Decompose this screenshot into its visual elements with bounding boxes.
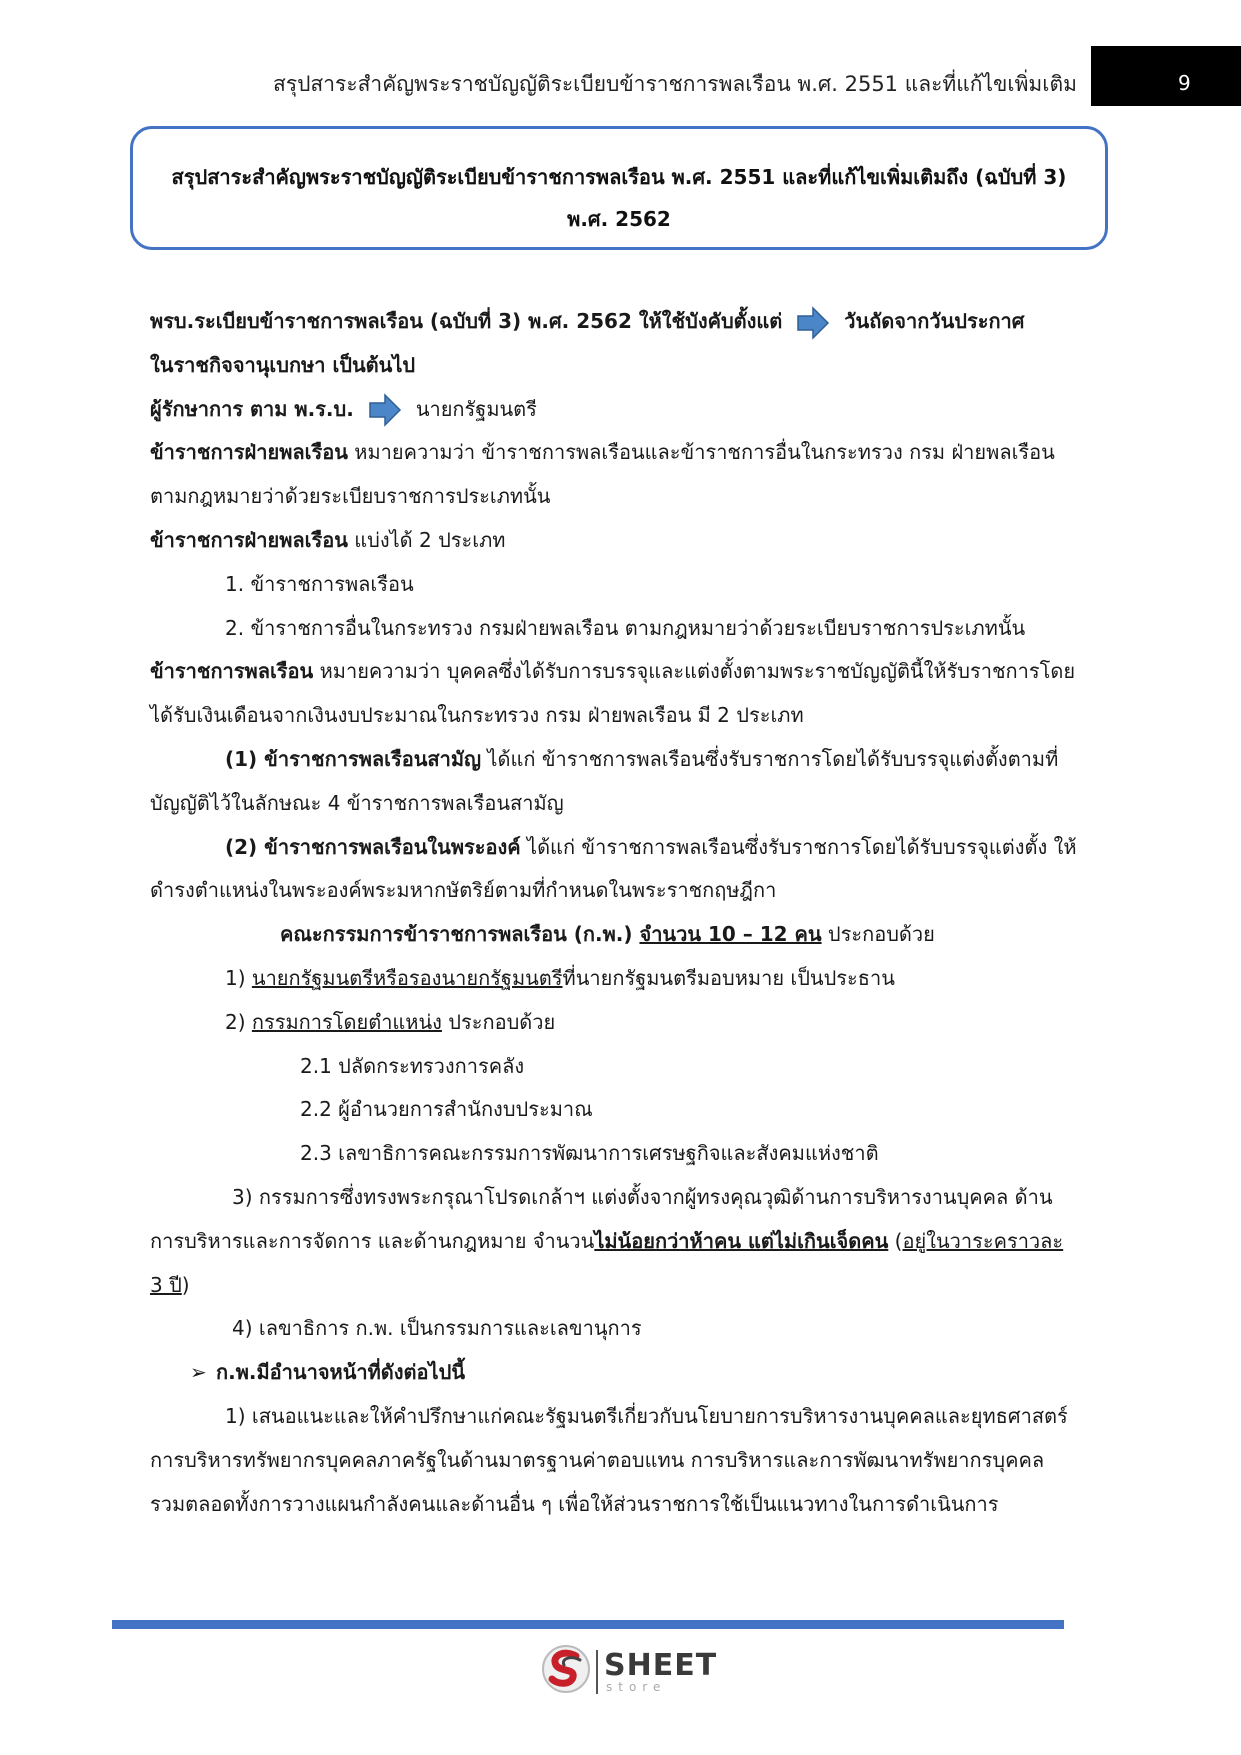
caretaker-line — [150, 388, 1090, 432]
civilian-term: ข้าราชการพลเรือน — [150, 659, 314, 684]
member-3-term-line — [150, 1264, 1090, 1308]
member-2 — [150, 1001, 1090, 1045]
title-line-2: พ.ศ. 2562 — [567, 207, 671, 231]
civil-def-term: ข้าราชการฝ่ายพลเรือน — [150, 440, 348, 465]
member-3-cont — [150, 1220, 1090, 1264]
civil-type-1: 1. ข้าราชการพลเรือน — [225, 571, 414, 596]
member-1-num: 1) — [225, 965, 252, 990]
royal-cont: ดำรงตำแหน่งในพระองค์พระมหากษัตริย์ตามที่กำหนดในพระราชกฤษฎีกา — [150, 878, 777, 903]
member-2-2: 2.2 ผู้อำนวยการสำนักงบประมาณ — [300, 1097, 593, 1122]
member-2-num: 2) — [225, 1009, 252, 1034]
document-body — [150, 300, 1090, 1526]
duty-1-b: การบริหารทรัพยากรบุคคลภาครัฐในด้านมาตรฐานค่าตอบแทน การบริหารและการพัฒนาทรัพยากรบุคคล — [150, 1447, 1045, 1472]
duty-1-c: รวมตลอดทั้งการวางแผนกำลังคนและด้านอื่น ๆ เพื่อให้ส่วนราชการใช้เป็นแนวทางในการดำเนินการ — [150, 1491, 999, 1516]
member-3-paren: ( — [888, 1228, 903, 1253]
caretaker-value: นายกรัฐมนตรี — [415, 396, 537, 421]
civil-type-2: 2. ข้าราชการอื่นในกระทรวง กรมฝ่ายพลเรือน ตามกฎหมายว่าด้วยระเบียบราชการประเภทนั้น — [225, 615, 1026, 640]
effective-cont-text: ในราชกิจจานุเบกษา เป็นต้นไป — [150, 352, 416, 377]
member-3: 3) กรรมการซึ่งทรงพระกรุณาโปรดเกล้าฯ แต่งตั้งจากผู้ทรงคุณวุฒิด้านการบริหารงานบุคคล ด้าน — [232, 1184, 1053, 1209]
member-1 — [150, 957, 1090, 1001]
civil-def-cont: ตามกฎหมายว่าด้วยระเบียบราชการประเภทนั้น — [150, 484, 551, 509]
member-3-cont-a: การบริหารและการจัดการ และด้านกฎหมาย จำนวน — [150, 1228, 595, 1253]
duties-heading-line — [150, 1351, 1090, 1395]
footer-rule — [112, 1620, 1064, 1629]
arrow-right-icon — [796, 306, 830, 340]
member-3-close: ) — [181, 1272, 190, 1297]
page-number-box — [1091, 46, 1241, 106]
member-2-1: 2.1 ปลัดกระทรวงการคลัง — [300, 1053, 525, 1078]
civilian-text: หมายความว่า บุคคลซึ่งได้รับการบรรจุและแต่งตั้งตามพระราชบัญญัตินี้ให้รับราชการโดย — [313, 659, 1076, 684]
arrowhead-bullet-icon: ➢ — [190, 1360, 207, 1385]
logo-subtext: store — [606, 1680, 667, 1694]
effective-label: พรบ.ระเบียบข้าราชการพลเรือน (ฉบับที่ 3) พ.ศ. 2562 ให้ใช้บังคับตั้งแต่ — [150, 309, 783, 333]
ordinary-term: (1) ข้าราชการพลเรือนสามัญ — [225, 746, 482, 771]
ordinary-cont: บัญญัติไว้ในลักษณะ 4 ข้าราชการพลเรือนสามัญ — [150, 790, 564, 815]
ocsc-heading: คณะกรรมการข้าราชการพลเรือน (ก.พ.) — [280, 922, 640, 947]
member-1-underlined: นายกรัฐมนตรีหรือรองนายกรัฐมนตรี — [251, 965, 563, 990]
duties-heading: ก.พ.มีอำนาจหน้าที่ดังต่อไปนี้ — [216, 1360, 465, 1385]
ocsc-tail: ประกอบด้วย — [821, 922, 935, 947]
member-3-term-2: 3 ปี — [150, 1272, 182, 1297]
royal-text: ได้แก่ ข้าราชการพลเรือนซึ่งรับราชการโดยได้รับบรรจุแต่งตั้ง ให้ — [520, 834, 1077, 859]
logo-text: SHEET — [604, 1648, 718, 1683]
running-header: สรุปสาระสำคัญพระราชบัญญัติระเบียบข้าราชการพลเรือน พ.ศ. 2551 และที่แก้ไขเพิ่มเติม — [273, 72, 1077, 96]
member-1-rest: ที่นายกรัฐมนตรีมอบหมาย เป็นประธาน — [562, 965, 895, 990]
caretaker-label: ผู้รักษาการ ตาม พ.ร.บ. — [150, 396, 354, 421]
member-2-3: 2.3 เลขาธิการคณะกรรมการพัฒนาการเศรษฐกิจและสังคมแห่งชาติ — [300, 1141, 879, 1166]
member-4: 4) เลขาธิการ ก.พ. เป็นกรรมการและเลขานุการ — [232, 1316, 642, 1341]
effective-value: วันถัดจากวันประกาศ — [844, 309, 1025, 333]
ocsc-count: จำนวน 10 – 12 คน — [639, 922, 822, 947]
title-box — [130, 126, 1108, 250]
civil-def-text: หมายความว่า ข้าราชการพลเรือนและข้าราชการอื่นในกระทรวง กรม ฝ่ายพลเรือน — [347, 440, 1055, 465]
member-3-bold: ไม่น้อยกว่าห้าคน แต่ไม่เกินเจ็ดคน — [594, 1228, 889, 1253]
page-number: 9 — [1178, 71, 1191, 95]
logo-divider — [596, 1650, 598, 1694]
royal-term: (2) ข้าราชการพลเรือนในพระองค์ — [225, 834, 521, 859]
ocsc-heading-line — [150, 913, 1090, 957]
civil-types-term: ข้าราชการฝ่ายพลเรือน — [150, 527, 348, 552]
ordinary-text: ได้แก่ ข้าราชการพลเรือนซึ่งรับราชการโดยได้รับบรรจุแต่งตั้งตามที่ — [481, 746, 1059, 771]
arrow-right-icon — [368, 393, 402, 427]
effective-line — [150, 300, 1090, 344]
member-3-term: อยู่ในวาระคราวละ — [902, 1228, 1064, 1253]
civilian-cont: ได้รับเงินเดือนจากเงินงบประมาณในกระทรวง กรม ฝ่ายพลเรือน มี 2 ประเภท — [150, 703, 804, 728]
civil-types-line — [150, 519, 1090, 563]
member-2-rest: ประกอบด้วย — [441, 1009, 556, 1034]
ordinary-line — [150, 738, 1090, 782]
member-2-underlined: กรรมการโดยตำแหน่ง — [251, 1009, 442, 1034]
royal-line — [150, 826, 1090, 870]
title-line-1: สรุปสาระสำคัญพระราชบัญญัติระเบียบข้าราชการพลเรือน พ.ศ. 2551 และที่แก้ไขเพิ่มเติมถึง (ฉบับที่ 3) — [171, 165, 1067, 189]
effective-cont — [150, 344, 1090, 388]
civilian-line — [150, 650, 1090, 694]
civil-def-line — [150, 431, 1090, 475]
civil-types-text: แบ่งได้ 2 ประเภท — [347, 527, 506, 552]
duty-1-a: 1) เสนอแนะและให้คำปรึกษาแก่คณะรัฐมนตรีเกี่ยวกับนโยบายการบริหารงานบุคคลและยุทธศาสตร์ — [225, 1403, 1068, 1428]
